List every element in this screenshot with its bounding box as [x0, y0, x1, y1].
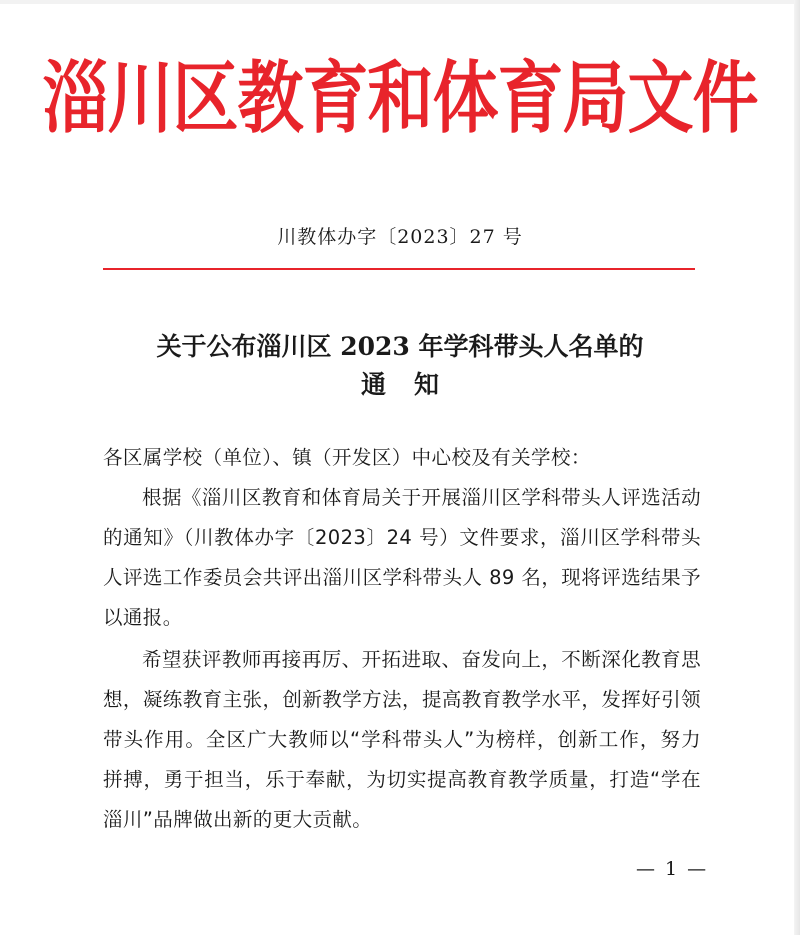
- document-masthead: 淄川区教育和体育局文件: [42, 52, 758, 144]
- page-right-edge: [794, 0, 800, 935]
- body-paragraph-1: 根据《淄川区教育和体育局关于开展淄川区学科带头人评选活动的通知》（川教体办字〔2023〕24 号）文件要求，淄川区学科带头人评选工作委员会共评出淄川区学科带头人 89 名，现将评选结果予以通报。: [103, 486, 701, 629]
- document-body: [103, 438, 701, 840]
- red-divider-line: [103, 268, 695, 270]
- document-number: 川教体办字〔2023〕27 号: [277, 226, 523, 248]
- title-line-2: 通知: [360, 370, 467, 399]
- page-number: — 1 —: [636, 858, 709, 880]
- document-title: [0, 328, 800, 404]
- body-paragraph-2: 希望获评教师再接再厉、开拓进取、奋发向上，不断深化教育思想，凝练教育主张，创新教学方法，提高教育教学水平，发挥好引领带头作用。全区广大教师以“学科带头人”为榜样，创新工作，努力拼搏，勇于担当，乐于奉献，为切实提高教育教学质量，打造“学在淄川”品牌做出新的更大贡献。: [103, 648, 701, 831]
- page-top-edge: [0, 0, 800, 4]
- title-line-1: 关于公布淄川区 2023 年学科带头人名单的: [156, 332, 644, 361]
- salutation: 各区属学校（单位）、镇（开发区）中心校及有关学校：: [103, 446, 591, 469]
